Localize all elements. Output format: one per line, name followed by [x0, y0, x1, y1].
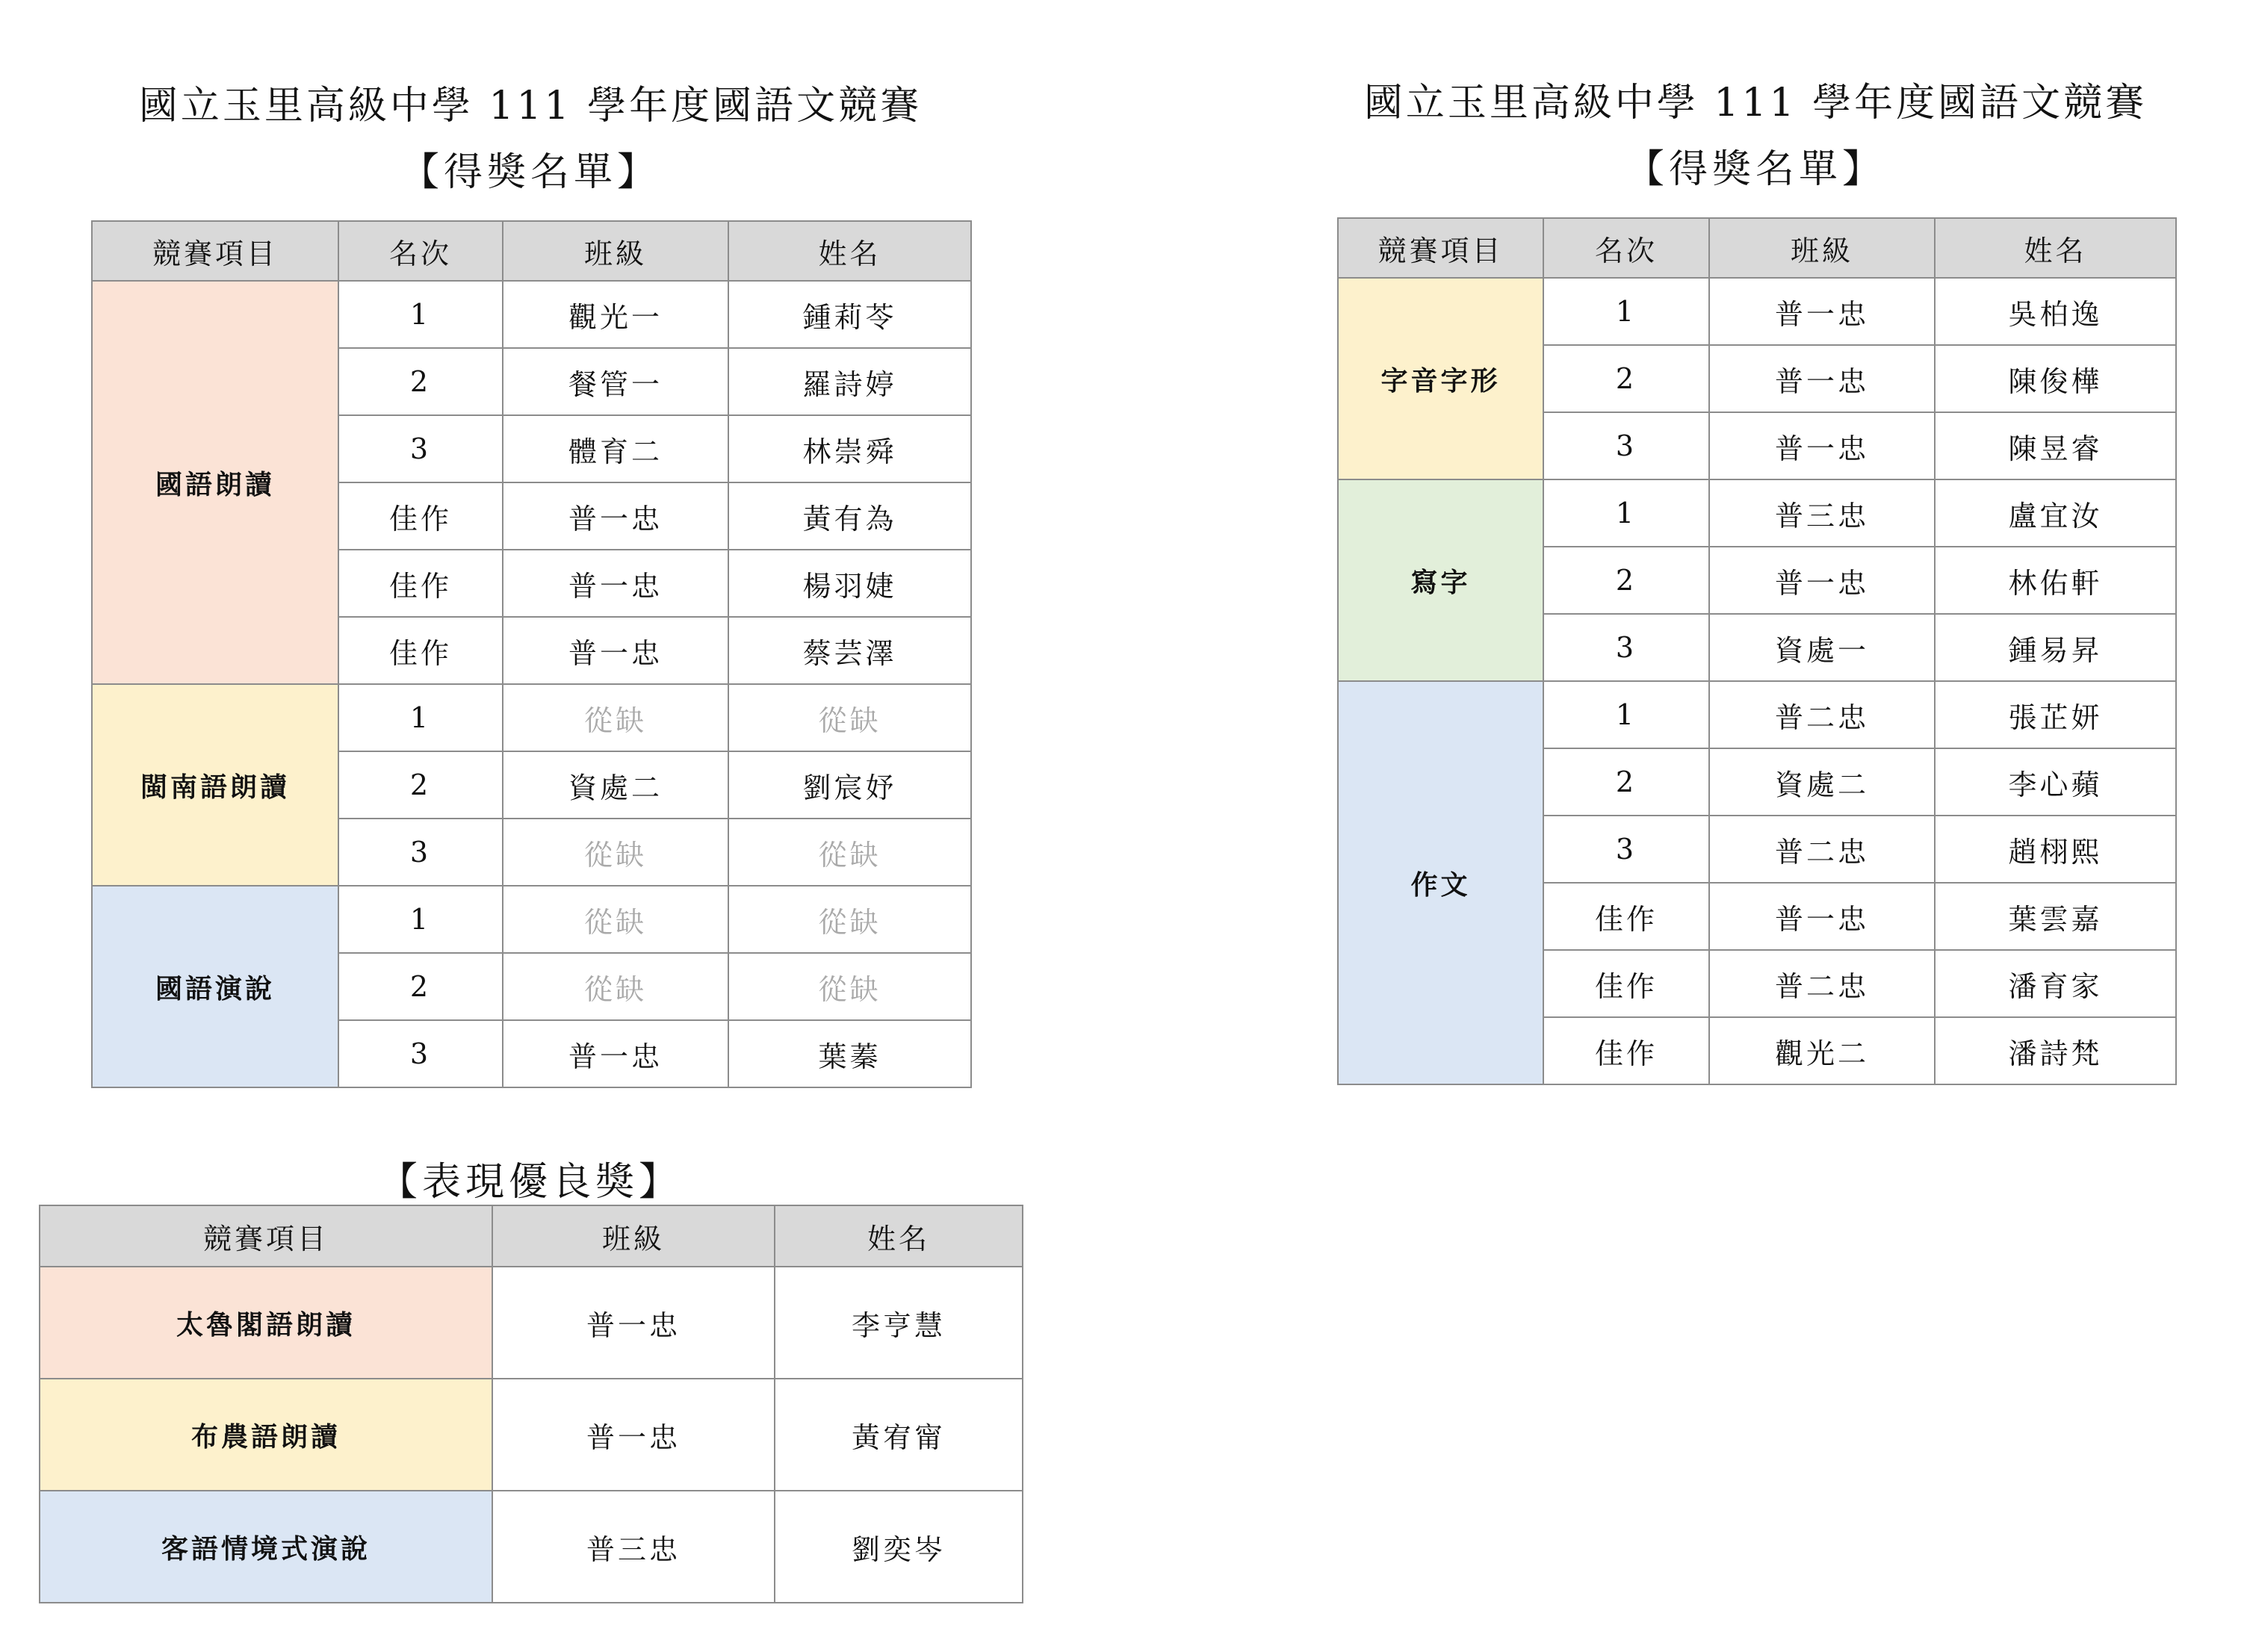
- class-cell: 普一忠: [503, 1020, 728, 1087]
- name-cell: 吳柏逸: [1935, 278, 2176, 345]
- merit-title: 【表現優良獎】: [378, 1160, 682, 1205]
- name-cell: 張芷妍: [1935, 681, 2176, 748]
- name-cell: 葉雲嘉: [1935, 883, 2176, 950]
- rank-cell: 2: [1543, 547, 1709, 614]
- rank-cell: 1: [1543, 681, 1709, 748]
- table-row: [92, 281, 971, 348]
- merit-award-table: [39, 1205, 1023, 1603]
- name-cell: 趙栩熙: [1935, 816, 2176, 883]
- name-cell: 鍾易昇: [1935, 614, 2176, 681]
- header-rank: 名次: [338, 221, 503, 281]
- name-cell: 潘育家: [1935, 950, 2176, 1017]
- class-cell: 普二忠: [1709, 950, 1935, 1017]
- rank-cell: 佳作: [1543, 950, 1709, 1017]
- rank-cell: 3: [338, 1020, 503, 1087]
- right-subtitle: 【得獎名單】: [1625, 147, 1885, 192]
- header-class: 班級: [503, 221, 728, 281]
- name-cell: 鍾莉苓: [728, 281, 971, 348]
- name-cell: 黃宥甯: [775, 1379, 1023, 1491]
- header-name: 姓名: [775, 1205, 1023, 1267]
- right-award-table: [1337, 217, 2177, 1085]
- class-cell: 資處一: [1709, 614, 1935, 681]
- class-cell: 普一忠: [492, 1267, 775, 1379]
- class-cell: 普三忠: [1709, 479, 1935, 547]
- rank-cell: 1: [338, 684, 503, 751]
- rank-cell: 3: [338, 415, 503, 482]
- table-row: [40, 1379, 1023, 1491]
- header-class: 班級: [1709, 218, 1935, 278]
- left-subtitle: 【得獎名單】: [400, 150, 660, 195]
- name-cell: 蔡芸澤: [728, 617, 971, 684]
- name-cell: 盧宜汝: [1935, 479, 2176, 547]
- name-cell: 李亨慧: [775, 1267, 1023, 1379]
- table-header-row: [1338, 218, 2176, 278]
- header-name: 姓名: [1935, 218, 2176, 278]
- event-cell: 太魯閣語朗讀: [40, 1267, 492, 1379]
- name-cell: 劉宸妤: [728, 751, 971, 819]
- name-cell: 從缺: [728, 684, 971, 751]
- event-cell: 寫字: [1338, 479, 1543, 681]
- rank-cell: 2: [1543, 345, 1709, 412]
- header-event: 競賽項目: [92, 221, 338, 281]
- class-cell: 普一忠: [1709, 412, 1935, 479]
- header-rank: 名次: [1543, 218, 1709, 278]
- name-cell: 劉奕岑: [775, 1491, 1023, 1603]
- header-event: 競賽項目: [1338, 218, 1543, 278]
- left-title: 國立玉里高級中學 111 學年度國語文競賽: [138, 84, 923, 128]
- class-cell: 普一忠: [492, 1379, 775, 1491]
- event-cell: 作文: [1338, 681, 1543, 1084]
- class-cell: 普一忠: [503, 617, 728, 684]
- class-cell: 普一忠: [1709, 278, 1935, 345]
- class-cell: 普一忠: [503, 482, 728, 550]
- class-cell: 資處二: [1709, 748, 1935, 816]
- event-cell: 閩南語朗讀: [92, 684, 338, 886]
- rank-cell: 3: [338, 819, 503, 886]
- class-cell: 從缺: [503, 953, 728, 1020]
- event-cell: 國語朗讀: [92, 281, 338, 684]
- header-name: 姓名: [728, 221, 971, 281]
- class-cell: 從缺: [503, 819, 728, 886]
- right-title: 國立玉里高級中學 111 學年度國語文競賽: [1363, 81, 2148, 125]
- rank-cell: 2: [338, 348, 503, 415]
- class-cell: 普二忠: [1709, 681, 1935, 748]
- table-header-row: [40, 1205, 1023, 1267]
- name-cell: 李心蘋: [1935, 748, 2176, 816]
- rank-cell: 1: [338, 281, 503, 348]
- name-cell: 林崇舜: [728, 415, 971, 482]
- header-event: 競賽項目: [40, 1205, 492, 1267]
- table-row: [92, 684, 971, 751]
- rank-cell: 3: [1543, 614, 1709, 681]
- event-cell: 國語演說: [92, 886, 338, 1087]
- name-cell: 從缺: [728, 886, 971, 953]
- class-cell: 資處二: [503, 751, 728, 819]
- rank-cell: 1: [1543, 479, 1709, 547]
- class-cell: 普一忠: [1709, 345, 1935, 412]
- rank-cell: 1: [1543, 278, 1709, 345]
- table-row: [1338, 681, 2176, 748]
- rank-cell: 佳作: [1543, 1017, 1709, 1084]
- table-row: [40, 1267, 1023, 1379]
- rank-cell: 2: [338, 953, 503, 1020]
- class-cell: 普一忠: [503, 550, 728, 617]
- name-cell: 從缺: [728, 953, 971, 1020]
- name-cell: 羅詩婷: [728, 348, 971, 415]
- rank-cell: 佳作: [338, 482, 503, 550]
- name-cell: 陳昱睿: [1935, 412, 2176, 479]
- header-class: 班級: [492, 1205, 775, 1267]
- name-cell: 林佑軒: [1935, 547, 2176, 614]
- class-cell: 從缺: [503, 886, 728, 953]
- event-cell: 字音字形: [1338, 278, 1543, 479]
- rank-cell: 佳作: [338, 617, 503, 684]
- rank-cell: 3: [1543, 412, 1709, 479]
- name-cell: 陳俊樺: [1935, 345, 2176, 412]
- rank-cell: 佳作: [338, 550, 503, 617]
- name-cell: 潘詩梵: [1935, 1017, 2176, 1084]
- class-cell: 從缺: [503, 684, 728, 751]
- rank-cell: 3: [1543, 816, 1709, 883]
- rank-cell: 1: [338, 886, 503, 953]
- class-cell: 普二忠: [1709, 816, 1935, 883]
- name-cell: 楊羽婕: [728, 550, 971, 617]
- rank-cell: 佳作: [1543, 883, 1709, 950]
- table-row: [40, 1491, 1023, 1603]
- table-row: [1338, 278, 2176, 345]
- table-row: [1338, 479, 2176, 547]
- class-cell: 觀光二: [1709, 1017, 1935, 1084]
- name-cell: 從缺: [728, 819, 971, 886]
- name-cell: 黃有為: [728, 482, 971, 550]
- class-cell: 普一忠: [1709, 547, 1935, 614]
- class-cell: 普一忠: [1709, 883, 1935, 950]
- event-cell: 客語情境式演說: [40, 1491, 492, 1603]
- left-award-table: [91, 220, 972, 1088]
- class-cell: 觀光一: [503, 281, 728, 348]
- class-cell: 餐管一: [503, 348, 728, 415]
- rank-cell: 2: [1543, 748, 1709, 816]
- event-cell: 布農語朗讀: [40, 1379, 492, 1491]
- class-cell: 普三忠: [492, 1491, 775, 1603]
- class-cell: 體育二: [503, 415, 728, 482]
- name-cell: 葉蓁: [728, 1020, 971, 1087]
- rank-cell: 2: [338, 751, 503, 819]
- table-header-row: [92, 221, 971, 281]
- table-row: [92, 886, 971, 953]
